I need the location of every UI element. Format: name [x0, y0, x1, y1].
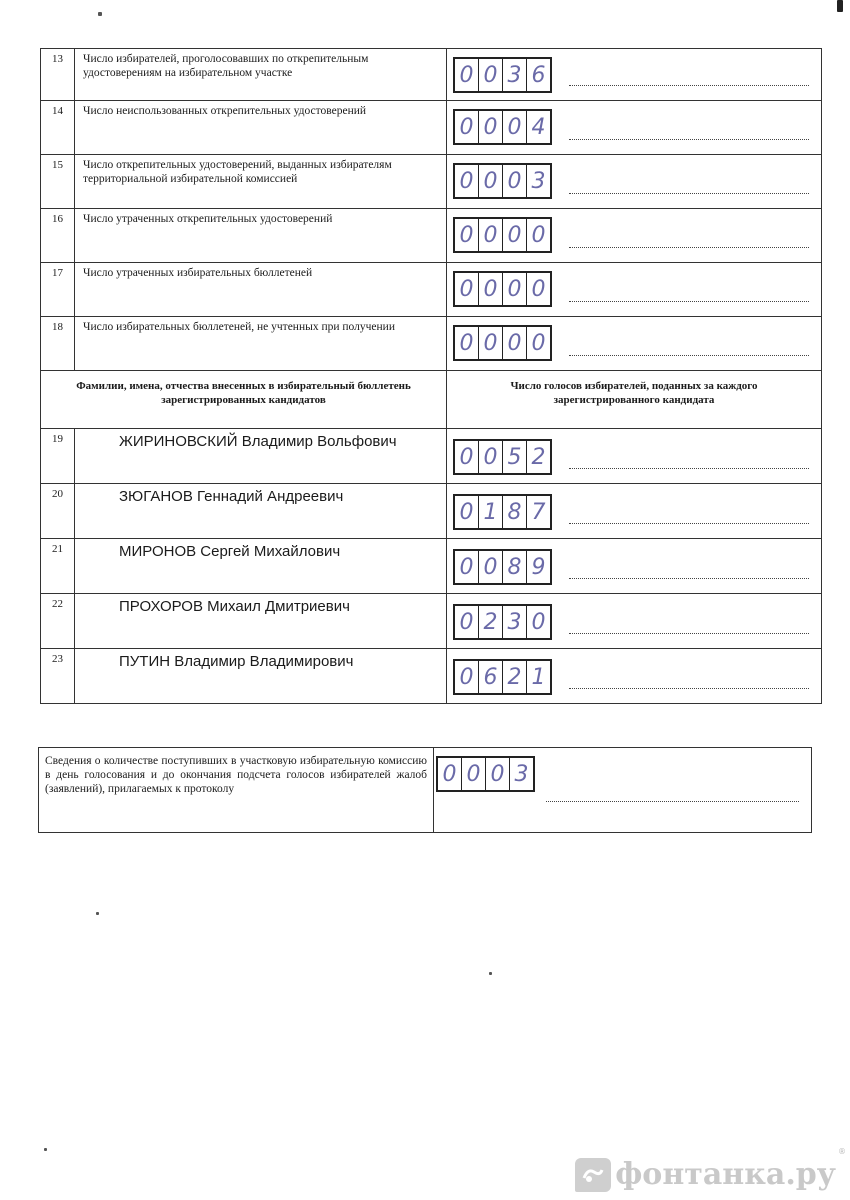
words-line-cell [559, 429, 822, 484]
digit-box: 3 [514, 761, 529, 787]
candidate-name: ПРОХОРОВ Михаил Дмитриевич [75, 594, 447, 649]
digit-box: 7 [531, 499, 546, 525]
candidates-header-left: Фамилии, имена, отчества внесенных в избирательный бюллетень зарегистрированных кандидатов [41, 371, 447, 429]
dotted-line [569, 688, 810, 689]
digit-box: 0 [486, 758, 510, 790]
digit-box: 0 [455, 219, 479, 251]
digit-box: 0 [479, 165, 503, 197]
digit-box: 0 [531, 609, 546, 635]
candidate-row [41, 649, 822, 704]
protocol-row [41, 101, 822, 155]
row-count-cell [447, 101, 559, 155]
words-line-cell [559, 49, 822, 101]
digit-box: 0 [455, 273, 479, 305]
protocol-row [41, 49, 822, 101]
digit-boxes [453, 439, 552, 475]
digit-box: 1 [531, 664, 546, 690]
row-number: 20 [41, 484, 75, 539]
words-line-cell [559, 317, 822, 371]
digit-boxes [453, 604, 552, 640]
scan-speck [44, 1148, 47, 1151]
digit-box: 0 [503, 111, 527, 143]
candidates-header-row [41, 371, 822, 429]
digit-boxes [453, 217, 552, 253]
digit-boxes [453, 659, 552, 695]
digit-boxes [453, 549, 552, 585]
digit-box: 0 [455, 551, 479, 583]
words-line-cell [559, 539, 822, 594]
digit-box: 0 [531, 330, 546, 356]
candidate-row [41, 429, 822, 484]
registered-mark: ® [838, 1147, 846, 1156]
fontanka-watermark [575, 1157, 836, 1192]
digit-box: 2 [531, 444, 546, 470]
digit-box: 0 [479, 111, 503, 143]
digit-box: 5 [503, 441, 527, 473]
row-count-cell [447, 317, 559, 371]
scan-speck [837, 0, 843, 12]
row-number: 18 [41, 317, 75, 371]
row-count-cell [447, 263, 559, 317]
fontanka-logo-icon [575, 1158, 611, 1192]
digit-box: 2 [503, 661, 527, 693]
digit-box: 3 [503, 59, 527, 91]
row-number: 21 [41, 539, 75, 594]
digit-boxes [453, 163, 552, 199]
dotted-line [569, 193, 810, 194]
digit-box: 0 [531, 276, 546, 302]
digit-box: 6 [531, 62, 546, 88]
complaints-label: Сведения о количестве поступивших в участковую избирательную комиссию в день голосования и до окончания подсчета голосов избирателей жалоб (заявлений), прилагаемых к протоколу [39, 748, 434, 833]
digit-box: 0 [503, 165, 527, 197]
digit-box: 0 [479, 551, 503, 583]
digit-box: 9 [531, 554, 546, 580]
candidates-header-right: Число голосов избирателей, поданных за каждого зарегистрированного кандидата [447, 371, 822, 429]
scan-speck [98, 12, 102, 16]
digit-box: 1 [479, 496, 503, 528]
candidate-name: ПУТИН Владимир Владимирович [75, 649, 447, 704]
row-number: 13 [41, 49, 75, 101]
digit-boxes [453, 494, 552, 530]
words-line-cell [559, 263, 822, 317]
row-label: Число утраченных открепительных удостоверений [75, 209, 447, 263]
digit-box: 0 [531, 222, 546, 248]
digit-boxes [453, 325, 552, 361]
digit-box: 0 [438, 758, 462, 790]
dotted-line [569, 139, 810, 140]
digit-box: 0 [455, 661, 479, 693]
dotted-line [569, 633, 810, 634]
protocol-row [41, 155, 822, 209]
dotted-line [546, 801, 799, 802]
dotted-line [569, 247, 810, 248]
row-number: 19 [41, 429, 75, 484]
complaints-table [38, 747, 812, 833]
digit-boxes [453, 109, 552, 145]
row-count-cell [447, 209, 559, 263]
digit-box: 0 [455, 496, 479, 528]
digit-box: 0 [479, 59, 503, 91]
digit-box: 0 [479, 441, 503, 473]
digit-box: 0 [455, 327, 479, 359]
digit-box: 0 [455, 441, 479, 473]
digit-box: 0 [462, 758, 486, 790]
row-label: Число избирателей, проголосовавших по открепительным удостоверениям на избирательном участке [75, 49, 447, 101]
row-count-cell [447, 155, 559, 209]
complaints-digit-boxes [436, 756, 535, 792]
digit-box: 8 [503, 496, 527, 528]
digit-box: 0 [479, 273, 503, 305]
dotted-line [569, 468, 810, 469]
words-line-cell [559, 484, 822, 539]
candidate-row [41, 594, 822, 649]
row-number: 23 [41, 649, 75, 704]
digit-boxes [453, 271, 552, 307]
protocol-row [41, 209, 822, 263]
dotted-line [569, 355, 810, 356]
row-label: Число избирательных бюллетеней, не учтенных при получении [75, 317, 447, 371]
complaints-count-cell [434, 748, 812, 833]
vote-count-cell [447, 484, 559, 539]
vote-count-cell [447, 429, 559, 484]
dotted-line [569, 85, 810, 86]
dotted-line [569, 301, 810, 302]
digit-box: 0 [455, 59, 479, 91]
digit-box: 3 [531, 168, 546, 194]
candidate-name: ЖИРИНОВСКИЙ Владимир Вольфович [75, 429, 447, 484]
row-number: 16 [41, 209, 75, 263]
candidate-row [41, 539, 822, 594]
digit-box: 4 [531, 114, 546, 140]
row-count-cell [447, 49, 559, 101]
vote-count-cell [447, 594, 559, 649]
protocol-row [41, 317, 822, 371]
words-line-cell [559, 649, 822, 704]
digit-box: 2 [479, 606, 503, 638]
protocol-row [41, 263, 822, 317]
digit-box: 0 [455, 111, 479, 143]
words-line-cell [559, 594, 822, 649]
digit-box: 0 [455, 606, 479, 638]
digit-box: 0 [503, 327, 527, 359]
digit-box: 0 [503, 273, 527, 305]
row-number: 14 [41, 101, 75, 155]
digit-box: 6 [479, 661, 503, 693]
candidate-row [41, 484, 822, 539]
words-line-cell [559, 101, 822, 155]
digit-boxes [453, 57, 552, 93]
protocol-table [40, 48, 822, 704]
watermark-text: фонтанка.ру [615, 1157, 836, 1192]
candidate-name: ЗЮГАНОВ Геннадий Андреевич [75, 484, 447, 539]
row-label: Число неиспользованных открепительных удостоверений [75, 101, 447, 155]
digit-box: 0 [479, 219, 503, 251]
words-line-cell [559, 155, 822, 209]
vote-count-cell [447, 539, 559, 594]
digit-box: 0 [503, 219, 527, 251]
row-label: Число утраченных избирательных бюллетеней [75, 263, 447, 317]
candidate-name: МИРОНОВ Сергей Михайлович [75, 539, 447, 594]
row-number: 15 [41, 155, 75, 209]
digit-box: 8 [503, 551, 527, 583]
row-number: 22 [41, 594, 75, 649]
digit-box: 0 [455, 165, 479, 197]
scan-speck [96, 912, 99, 915]
digit-box: 0 [479, 327, 503, 359]
row-number: 17 [41, 263, 75, 317]
scan-speck [489, 972, 492, 975]
dotted-line [569, 523, 810, 524]
words-line-cell [559, 209, 822, 263]
digit-box: 3 [503, 606, 527, 638]
row-label: Число открепительных удостоверений, выданных избирателям территориальной избирательной комиссией [75, 155, 447, 209]
vote-count-cell [447, 649, 559, 704]
dotted-line [569, 578, 810, 579]
